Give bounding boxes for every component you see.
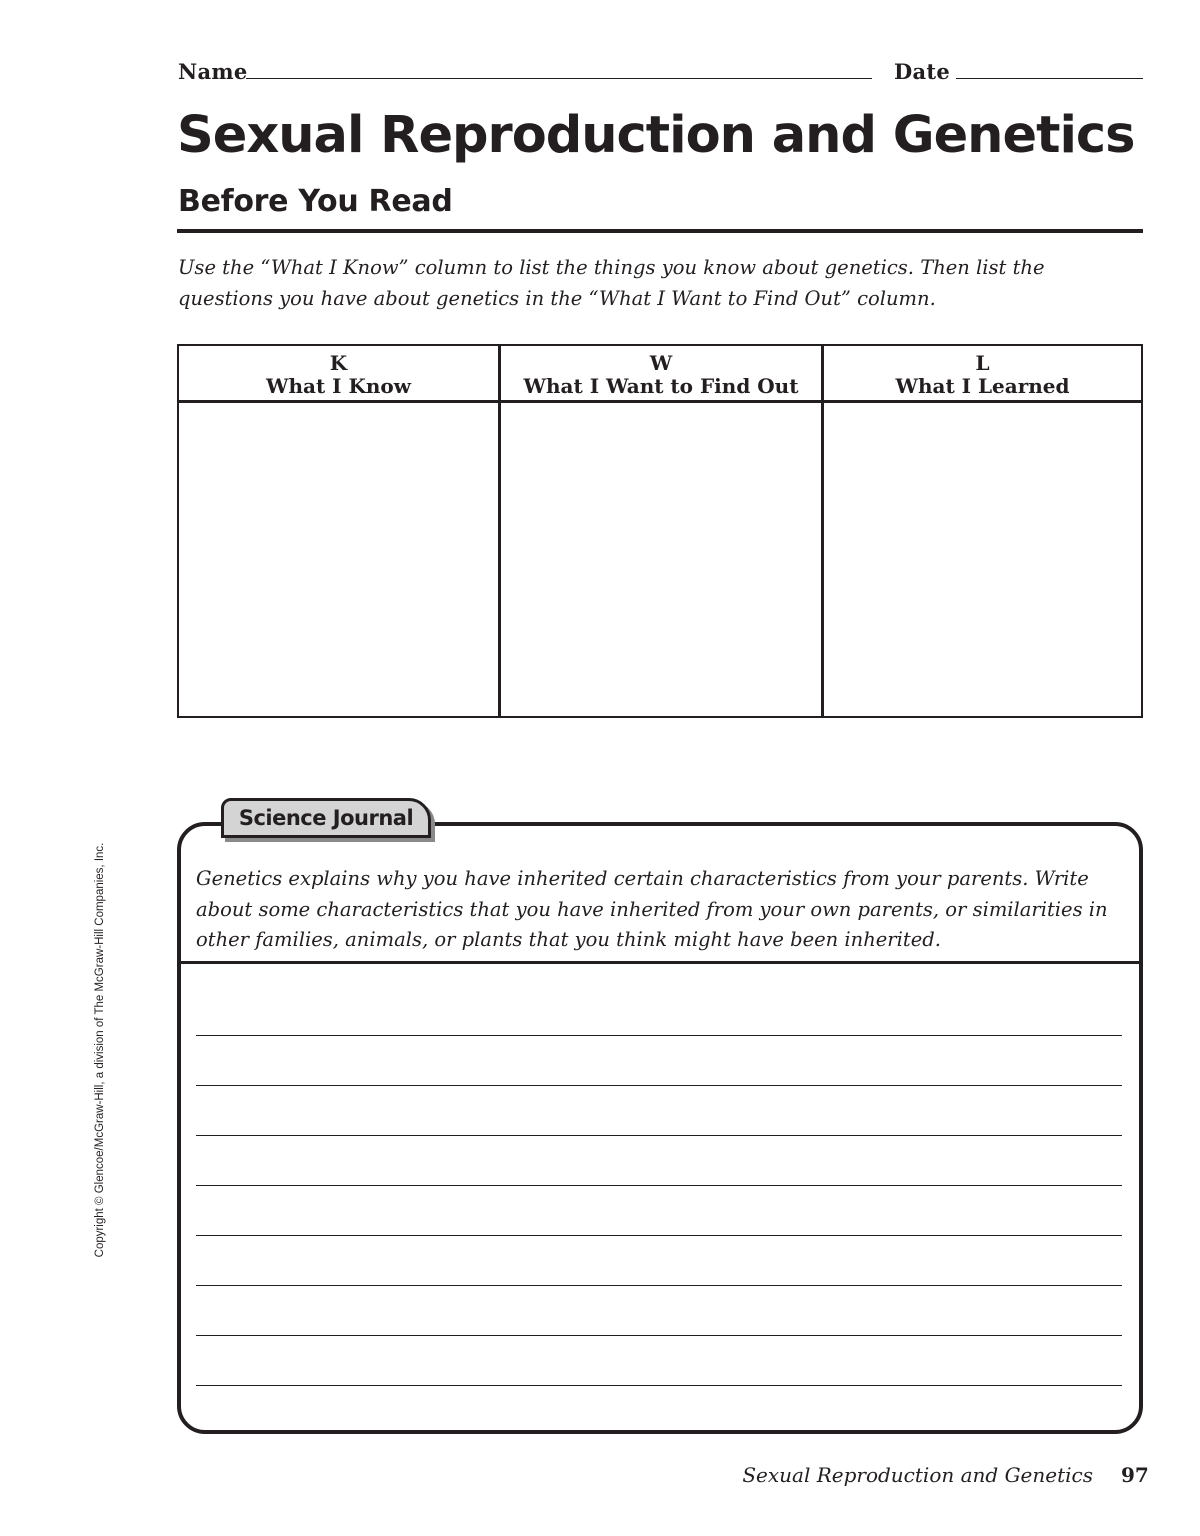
date-label: Date <box>894 59 951 84</box>
science-journal-tab: Science Journal <box>221 798 431 838</box>
journal-divider <box>181 961 1139 964</box>
kwl-heading: What I Learned <box>895 374 1070 398</box>
answer-line[interactable] <box>196 1385 1122 1386</box>
copyright-notice: Copyright © Glencoe/McGraw-Hill, a division of The McGraw-Hill Companies, Inc. <box>94 842 106 1258</box>
kwl-header-w <box>501 346 821 400</box>
answer-line[interactable] <box>196 1035 1122 1036</box>
kwl-table <box>177 344 1143 718</box>
kwl-header-row <box>179 346 1141 403</box>
kwl-cell-want[interactable] <box>501 403 821 716</box>
name-label: Name <box>178 59 248 84</box>
kwl-heading: What I Know <box>266 374 411 398</box>
kwl-letter: W <box>649 351 673 375</box>
kwl-heading: What I Want to Find Out <box>523 374 799 398</box>
section-heading: Before You Read <box>178 184 453 219</box>
answer-line[interactable] <box>196 1335 1122 1336</box>
answer-line[interactable] <box>196 1185 1122 1186</box>
answer-line[interactable] <box>196 1085 1122 1086</box>
journal-prompt: Genetics explains why you have inherited certain characteristics from your parents. Write about some characteristics that you have inherited from your own parents, or similarities in other families, animals, or plants that you think might have been inherited. <box>196 867 1108 951</box>
kwl-cell-know[interactable] <box>179 403 498 716</box>
name-field[interactable] <box>246 78 872 79</box>
running-footer: Sexual Reproduction and Genetics <box>742 1463 1093 1487</box>
heading-rule <box>177 229 1143 233</box>
kwl-letter: K <box>329 351 348 375</box>
answer-line[interactable] <box>196 1135 1122 1136</box>
kwl-header-k <box>179 346 498 400</box>
date-field[interactable] <box>956 78 1143 79</box>
answer-line[interactable] <box>196 1285 1122 1286</box>
answer-line[interactable] <box>196 1235 1122 1236</box>
page-title: Sexual Reproduction and Genetics <box>177 106 1135 165</box>
kwl-letter: L <box>975 351 990 375</box>
kwl-cell-learned[interactable] <box>824 403 1141 716</box>
instructions: Use the “What I Know” column to list the things you know about genetics. Then list the questions you have about genetics in the “What I Want to Find Out” column. <box>178 256 1045 310</box>
kwl-header-l <box>824 346 1141 400</box>
page-number: 97 <box>1121 1463 1149 1487</box>
